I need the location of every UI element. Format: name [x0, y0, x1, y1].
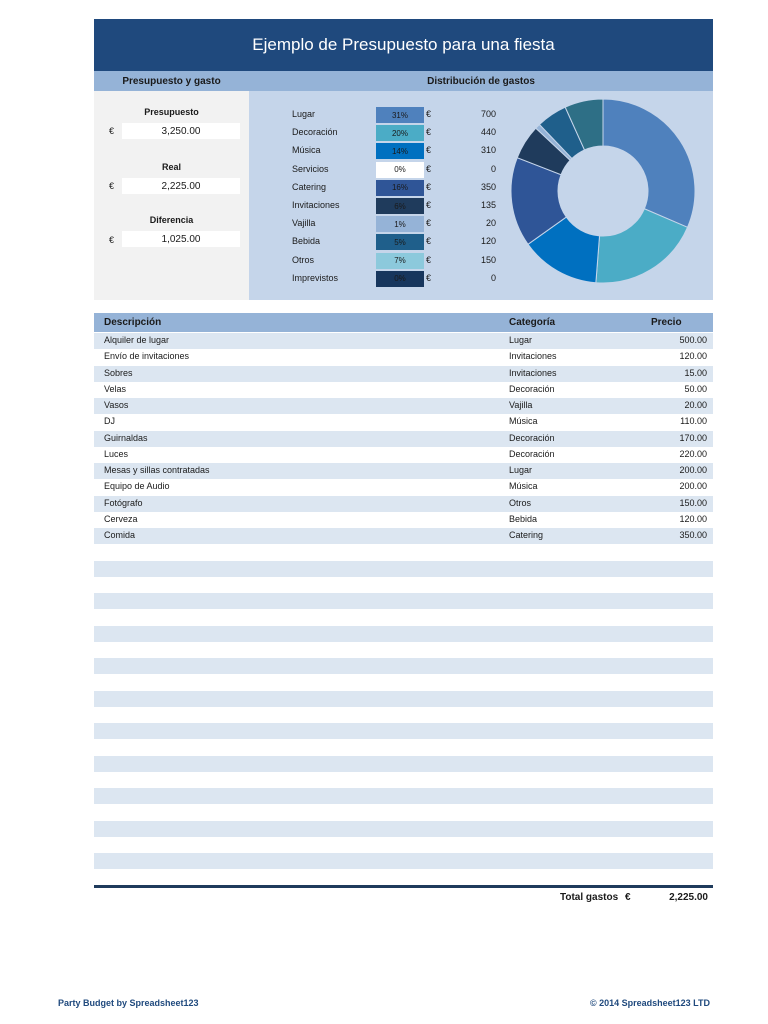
category-percent: 14%: [376, 143, 424, 159]
cell-description[interactable]: Equipo de Audio: [104, 481, 170, 492]
category-amount: 135: [480, 200, 496, 210]
currency-symbol: €: [426, 200, 432, 210]
cell-description[interactable]: Envío de invitaciones: [104, 351, 190, 362]
empty-table-row: [94, 674, 713, 690]
cell-price[interactable]: 170.00: [679, 432, 707, 443]
cell-category[interactable]: Vajilla: [509, 400, 533, 410]
empty-table-row: [94, 853, 713, 869]
category-percent: 1%: [376, 216, 424, 232]
table-row: [94, 414, 713, 430]
budget-label: Presupuesto: [144, 107, 199, 117]
cell-category[interactable]: Lugar: [509, 335, 533, 345]
donut-slice-lugar: [603, 99, 695, 227]
section-header-budget: Presupuesto y gasto: [94, 71, 249, 91]
category-amount: 310: [480, 145, 496, 156]
category-name: Imprevistos: [292, 272, 339, 283]
empty-table-row: [94, 804, 713, 820]
cell-price[interactable]: 15.00: [684, 367, 707, 378]
empty-table-row: [94, 561, 713, 577]
empty-table-row: [94, 756, 713, 772]
table-row: [94, 496, 713, 512]
cell-description[interactable]: Luces: [104, 448, 129, 459]
table-row: [94, 447, 713, 463]
category-percent: 16%: [376, 180, 424, 196]
cell-category[interactable]: Lugar: [509, 465, 533, 475]
category-name: Catering: [292, 181, 327, 192]
table-row: [94, 463, 713, 479]
cell-description[interactable]: Fotógrafo: [104, 497, 143, 508]
category-name: Invitaciones: [292, 200, 340, 210]
category-amount: 120: [480, 236, 496, 247]
cell-category[interactable]: Decoración: [509, 432, 555, 443]
cell-category[interactable]: Catering: [509, 530, 544, 540]
cell-category[interactable]: Música: [509, 416, 538, 427]
category-name: Bebida: [292, 236, 321, 247]
cell-description[interactable]: Alquiler de lugar: [104, 335, 170, 345]
cell-category[interactable]: Música: [509, 481, 538, 492]
category-amount: 150: [480, 254, 496, 265]
empty-table-row: [94, 544, 713, 560]
empty-table-row: [94, 642, 713, 658]
cell-price[interactable]: 20.00: [684, 400, 707, 410]
expense-donut-chart: [508, 96, 698, 286]
empty-table-row: [94, 626, 713, 642]
category-name: Servicios: [292, 163, 329, 174]
table-row: [94, 382, 713, 398]
cell-description[interactable]: Comida: [104, 530, 136, 540]
empty-table-row: [94, 658, 713, 674]
table-row: [94, 333, 713, 349]
currency-symbol: €: [109, 126, 115, 136]
table-row: [94, 479, 713, 495]
cell-price[interactable]: 120.00: [679, 513, 707, 524]
total-currency: €: [625, 892, 631, 903]
footer-left: Party Budget by Spreadsheet123: [58, 998, 199, 1008]
empty-table-row: [94, 837, 713, 853]
footer-right: © 2014 Spreadsheet123 LTD: [589, 998, 710, 1008]
budget-panel: [94, 91, 249, 300]
cell-description[interactable]: Mesas y sillas contratadas: [104, 465, 210, 475]
cell-description[interactable]: Sobres: [104, 367, 133, 378]
empty-table-row: [94, 593, 713, 609]
table-row: [94, 398, 713, 414]
currency-symbol: €: [426, 181, 432, 192]
cell-description[interactable]: Guirnaldas: [104, 432, 148, 443]
cell-price[interactable]: 50.00: [684, 383, 707, 394]
cell-description[interactable]: Vasos: [104, 400, 129, 410]
category-name: Lugar: [292, 109, 316, 119]
cell-description[interactable]: Velas: [104, 383, 127, 394]
category-percent: 7%: [376, 253, 424, 269]
cell-price[interactable]: 150.00: [679, 497, 707, 508]
actual-value[interactable]: 2,225.00: [122, 178, 240, 194]
budget-value[interactable]: 3,250.00: [122, 123, 240, 139]
cell-category[interactable]: Invitaciones: [509, 351, 557, 362]
cell-price[interactable]: 500.00: [679, 335, 707, 345]
total-label: Total gastos: [560, 892, 619, 903]
empty-table-row: [94, 739, 713, 755]
category-name: Otros: [292, 254, 315, 265]
category-amount: 440: [480, 127, 496, 138]
category-percent: 31%: [376, 107, 424, 123]
currency-symbol: €: [426, 127, 432, 138]
total-value: 2,225.00: [669, 892, 708, 903]
table-row: [94, 349, 713, 365]
cell-category[interactable]: Decoración: [509, 448, 555, 459]
category-percent: 6%: [376, 198, 424, 214]
section-header-distribution: Distribución de gastos: [249, 71, 713, 91]
difference-label: Diferencia: [149, 215, 194, 225]
category-percent: 0%: [376, 271, 424, 287]
empty-table-row: [94, 577, 713, 593]
empty-table-row: [94, 691, 713, 707]
empty-table-row: [94, 788, 713, 804]
category-amount: 0: [490, 272, 496, 283]
category-name: Música: [292, 145, 321, 156]
category-name: Vajilla: [292, 218, 316, 229]
currency-symbol: €: [426, 145, 432, 156]
category-amount: 0: [490, 163, 496, 174]
currency-symbol: €: [426, 254, 432, 265]
table-row: [94, 528, 713, 544]
category-amount: 350: [480, 181, 496, 192]
cell-price[interactable]: 120.00: [679, 351, 707, 362]
currency-symbol: €: [109, 235, 115, 245]
column-header-category: Categoría: [509, 317, 556, 328]
empty-table-row: [94, 869, 713, 885]
empty-table-row: [94, 821, 713, 837]
empty-table-row: [94, 723, 713, 739]
table-row: [94, 431, 713, 447]
currency-symbol: €: [426, 236, 432, 247]
cell-price[interactable]: 350.00: [679, 530, 707, 540]
currency-symbol: €: [426, 163, 432, 174]
currency-symbol: €: [426, 218, 432, 229]
cell-description[interactable]: Cerveza: [104, 513, 138, 524]
cell-category[interactable]: Invitaciones: [509, 367, 557, 378]
empty-table-row: [94, 772, 713, 788]
cell-price[interactable]: 110.00: [680, 416, 707, 427]
actual-label: Real: [161, 162, 181, 172]
category-name: Decoración: [292, 127, 338, 138]
empty-table-row: [94, 609, 713, 625]
category-percent: 0%: [376, 162, 424, 178]
category-amount: 700: [480, 109, 496, 119]
table-row: [94, 512, 713, 528]
cell-category[interactable]: Bebida: [509, 513, 538, 524]
currency-symbol: €: [109, 181, 115, 191]
expense-table-header: [94, 313, 713, 332]
cell-price[interactable]: 200.00: [679, 465, 707, 475]
cell-price[interactable]: 220.00: [679, 448, 707, 459]
total-divider: [94, 885, 713, 888]
table-row: [94, 366, 713, 382]
empty-table-row: [94, 707, 713, 723]
category-amount: 20: [485, 218, 496, 229]
cell-price[interactable]: 200.00: [679, 481, 707, 492]
page-title: Ejemplo de Presupuesto para una fiesta: [94, 19, 713, 71]
cell-category[interactable]: Otros: [509, 497, 532, 508]
difference-value[interactable]: 1,025.00: [122, 231, 240, 247]
cell-description[interactable]: DJ: [104, 416, 115, 427]
column-header-price: Precio: [651, 317, 682, 328]
category-percent: 5%: [376, 234, 424, 250]
cell-category[interactable]: Decoración: [509, 383, 555, 394]
column-header-description: Descripción: [104, 317, 162, 328]
currency-symbol: €: [426, 272, 432, 283]
category-percent: 20%: [376, 125, 424, 141]
currency-symbol: €: [426, 109, 432, 119]
